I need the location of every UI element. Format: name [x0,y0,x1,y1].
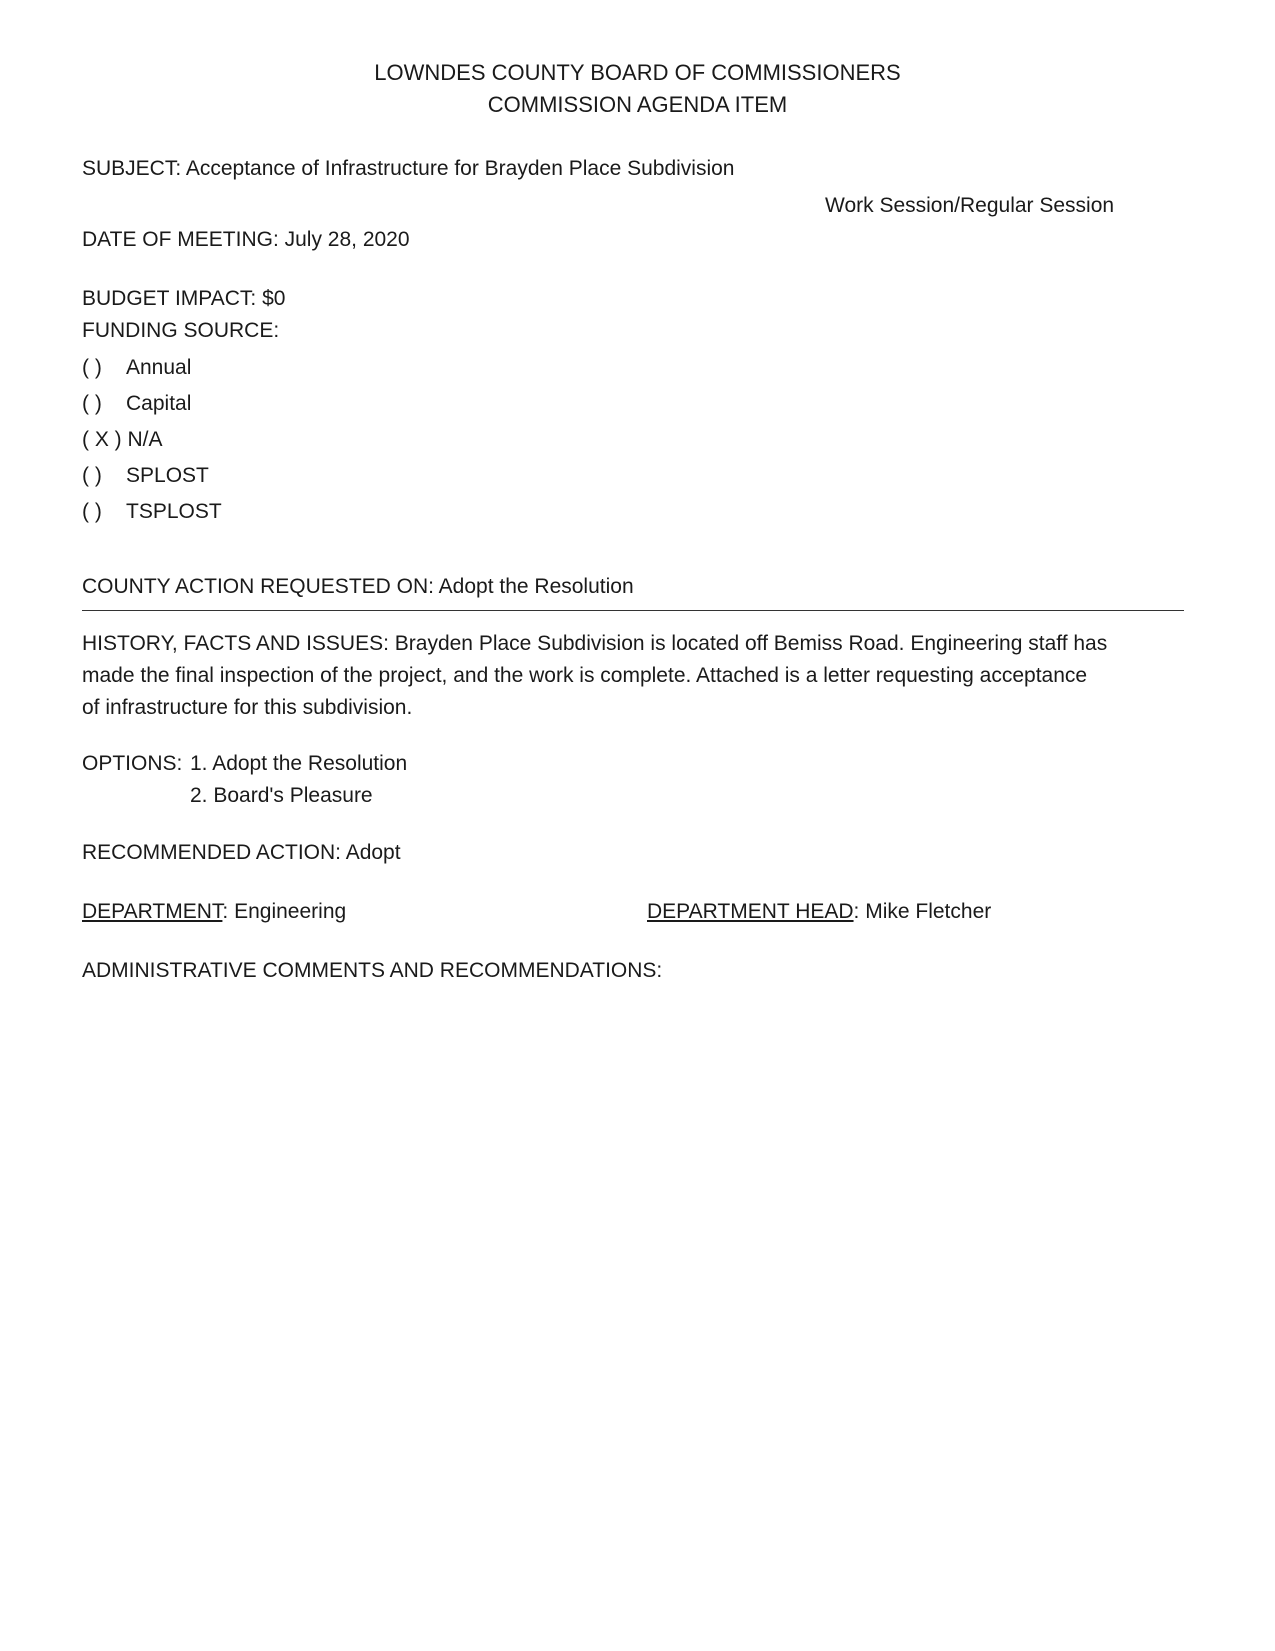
funding-option-capital-mark: ( ) [82,392,102,415]
funding-option-capital-label: Capital [126,392,192,415]
funding-source-label: FUNDING SOURCE: [82,319,280,342]
county-action-requested: COUNTY ACTION REQUESTED ON: Adopt the Resolution [82,575,634,598]
history-line-1: HISTORY, FACTS AND ISSUES: Brayden Place Subdivision is located off Bemiss Road. Engineering staff has [82,632,1108,655]
budget-impact: BUDGET IMPACT: $0 [82,287,286,310]
funding-option-splost-mark: ( ) [82,464,102,487]
funding-option-tsplost-mark: ( ) [82,500,102,523]
funding-option-tsplost-label: TSPLOST [126,500,222,523]
header-subtitle: COMMISSION AGENDA ITEM [487,92,788,117]
option-item-1: 1. Adopt the Resolution [190,752,408,775]
history-line-3: of infrastructure for this subdivision. [82,696,413,719]
history-line-2: made the final inspection of the project, and the work is complete. Attached is a letter requesting acceptance [82,664,1088,687]
department-head [647,901,991,922]
department [82,901,346,922]
recommended-action: RECOMMENDED ACTION: Adopt [82,841,401,864]
department-head-label: DEPARTMENT HEAD [647,900,854,923]
department-value: : Engineering [222,900,347,923]
administrative-comments-label: ADMINISTRATIVE COMMENTS AND RECOMMENDATIONS: [82,959,663,982]
department-label: DEPARTMENT [82,900,223,923]
session-type: Work Session/Regular Session [825,194,1115,217]
funding-option-splost-label: SPLOST [126,464,209,487]
funding-option-annual-mark: ( ) [82,356,102,379]
options-label: OPTIONS: [82,752,183,775]
date-of-meeting: DATE OF MEETING: July 28, 2020 [82,228,410,251]
funding-option-annual-label: Annual [126,356,192,379]
department-head-value: : Mike Fletcher [853,900,992,923]
subject-line: SUBJECT: Acceptance of Infrastructure for Brayden Place Subdivision [82,157,735,180]
option-item-2: 2. Board's Pleasure [190,784,373,807]
funding-option-na-mark: ( X ) N/A [82,428,163,451]
history-facts-issues [82,628,1202,724]
section-divider [82,610,1184,611]
header-title: LOWNDES COUNTY BOARD OF COMMISSIONERS [374,60,901,85]
